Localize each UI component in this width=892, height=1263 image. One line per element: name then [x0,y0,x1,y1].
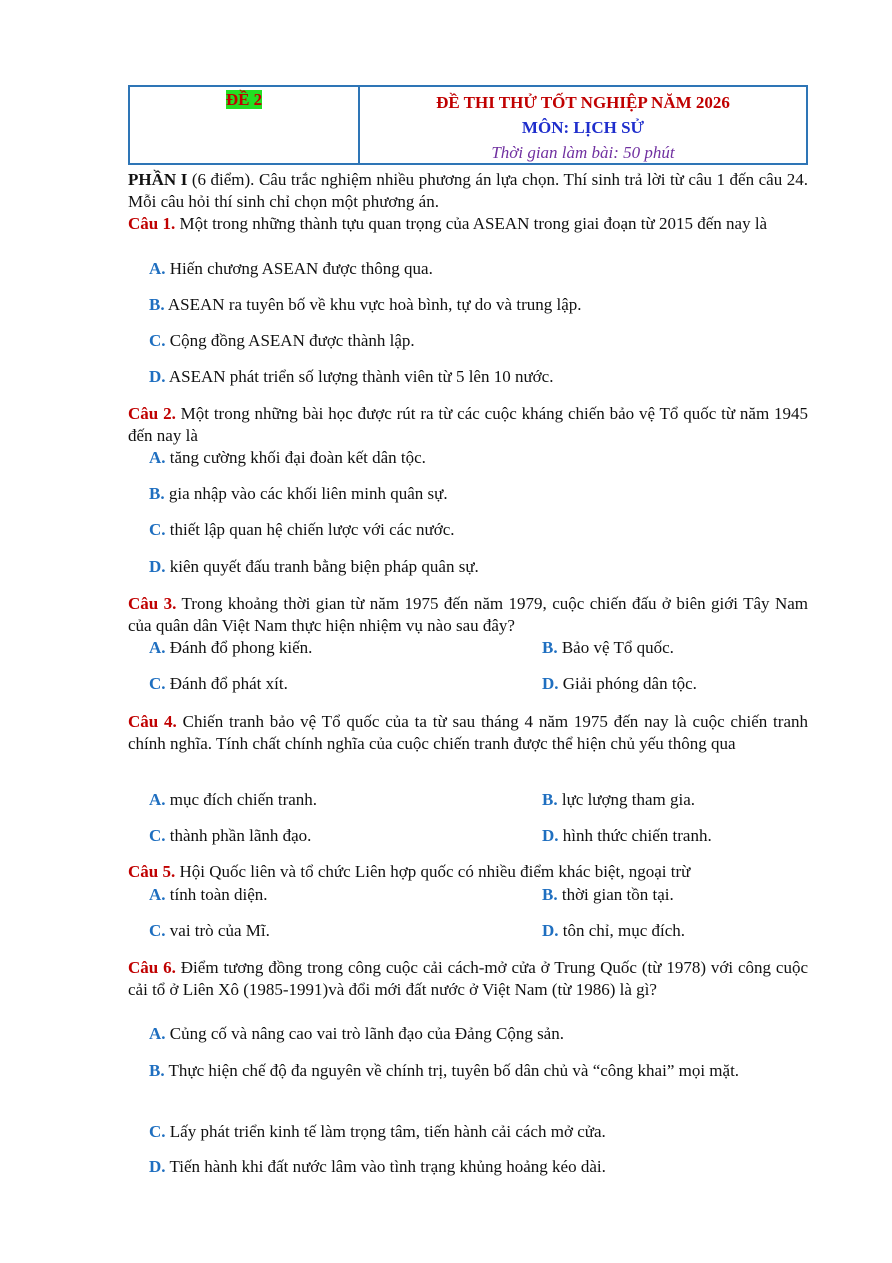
option-text: thiết lập quan hệ chiến lược với các nước. [165,520,455,539]
answer-option [542,673,697,695]
answer-option [149,1023,564,1045]
option-text: tôn chỉ, mục đích. [558,921,686,940]
exam-subject: MÔN: LỊCH SỬ [521,118,645,137]
answer-option [149,330,415,352]
option-letter: B. [149,484,165,503]
question-text: Trong khoảng thời gian từ năm 1975 đến năm 1979, cuộc chiến đấu ở biên giới Tây Nam của quân dân Việt Nam thực hiện nhiệm vụ nào sau đây? [128,594,808,635]
question-number: Câu 6. [128,958,176,977]
question-text: Một trong những thành tựu quan trọng của ASEAN trong giai đoạn từ 2015 đến nay là [175,214,768,233]
answer-option [149,519,455,541]
option-text: Đánh đổ phong kiến. [165,638,313,657]
exam-header-table [128,85,808,165]
option-text: lực lượng tham gia. [557,790,696,809]
option-text: Giải phóng dân tộc. [558,674,697,693]
option-letter: B. [542,885,558,904]
option-letter: B. [149,295,165,314]
option-text: ASEAN ra tuyên bố về khu vực hoà bình, tự do và trung lập. [164,295,582,314]
option-text: thời gian tồn tại. [557,885,674,904]
answer-option [149,884,268,906]
answer-option [149,1121,606,1143]
question-number: Câu 5. [128,862,176,881]
option-letter: A. [149,790,166,809]
question-number: Câu 2. [128,404,176,423]
option-letter: A. [149,885,166,904]
question-number: Câu 1. [128,214,176,233]
option-text: thành phần lãnh đạo. [165,826,312,845]
answer-option [149,825,311,847]
option-text: Hiến chương ASEAN được thông qua. [165,259,433,278]
option-letter: C. [149,331,166,350]
option-letter: A. [149,1024,166,1043]
option-text: ASEAN phát triển số lượng thành viên từ 5 lên 10 nước. [165,367,554,386]
option-letter: A. [149,448,166,467]
option-letter: D. [542,921,559,940]
answer-option [542,920,685,942]
question-number: Câu 3. [128,594,177,613]
option-letter: D. [149,1157,166,1176]
option-text: Đánh đổ phát xít. [165,674,288,693]
question-stem [128,213,808,235]
part-instructions [128,169,808,213]
answer-option [149,483,448,505]
option-letter: D. [149,557,166,576]
answer-option [542,884,674,906]
answer-option [542,637,674,659]
exam-code-label: ĐỀ 2 [225,90,263,109]
option-letter: D. [542,674,559,693]
question-stem [128,593,808,637]
option-letter: D. [149,367,166,386]
question-stem [128,957,808,1001]
question-stem [128,403,808,447]
answer-option [149,447,426,469]
option-letter: C. [149,1122,166,1141]
answer-option [149,1156,606,1178]
part-text: (6 điểm). Câu trắc nghiệm nhiều phương án lựa chọn. Thí sinh trả lời từ câu 1 đến câu 24. Mỗi câu hỏi thí sinh chỉ chọn một phương án. [128,170,808,211]
option-letter: B. [149,1061,165,1080]
option-text: Củng cố và nâng cao vai trò lãnh đạo của Đảng Cộng sản. [165,1024,564,1043]
exam-code-cell [130,87,360,163]
option-text: Bảo vệ Tổ quốc. [557,638,674,657]
question-stem [128,861,808,883]
option-text: gia nhập vào các khối liên minh quân sự. [164,484,448,503]
option-letter: B. [542,638,558,657]
exam-title: ĐỀ THI THỬ TỐT NGHIỆP NĂM 2026 [436,93,730,112]
option-text: vai trò của Mĩ. [165,921,270,940]
option-letter: A. [149,638,166,657]
question-text: Chiến tranh bảo vệ Tổ quốc của ta từ sau tháng 4 năm 1975 đến nay là cuộc chiến tranh chính nghĩa. Tính chất chính nghĩa của cuộc chiến tranh được thể hiện chủ yếu thông qua [128,712,808,753]
question-number: Câu 4. [128,712,177,731]
answer-option [149,258,433,280]
question-stem [128,711,808,755]
exam-duration: Thời gian làm bài: 50 phút [491,143,675,162]
question-text: Hội Quốc liên và tổ chức Liên hợp quốc có nhiều điểm khác biệt, ngoại trừ [175,862,691,881]
answer-option [149,789,317,811]
option-letter: D. [542,826,559,845]
part-label: PHẦN I [128,170,188,189]
answer-option [128,1060,808,1082]
exam-title-cell [360,87,806,163]
option-text: Thực hiện chế độ đa nguyên về chính trị, tuyên bố dân chủ và “công khai” mọi mặt. [164,1061,740,1080]
answer-option [149,637,312,659]
answer-option [542,789,695,811]
answer-option [149,920,270,942]
option-letter: C. [149,921,166,940]
answer-option [542,825,712,847]
option-text: Tiến hành khi đất nước lâm vào tình trạng khủng hoảng kéo dài. [165,1157,606,1176]
answer-option [149,294,582,316]
option-text: hình thức chiến tranh. [558,826,712,845]
option-text: Lấy phát triển kinh tế làm trọng tâm, tiến hành cải cách mở cửa. [165,1122,606,1141]
answer-option [149,556,479,578]
question-text: Điểm tương đồng trong công cuộc cải cách-mở cửa ở Trung Quốc (từ 1978) với công cuộc cải tổ ở Liên Xô (1985-1991)và đổi mới đất nước ở Việt Nam (từ 1986) là gì? [128,958,809,999]
option-letter: B. [542,790,558,809]
option-letter: C. [149,826,166,845]
option-text: mục đích chiến tranh. [165,790,318,809]
option-letter: A. [149,259,166,278]
answer-option [149,673,288,695]
option-text: tính toàn diện. [165,885,268,904]
question-text: Một trong những bài học được rút ra từ các cuộc kháng chiến bảo vệ Tổ quốc từ năm 1945 đến nay là [128,404,808,445]
option-text: Cộng đồng ASEAN được thành lập. [165,331,415,350]
option-text: kiên quyết đấu tranh bằng biện pháp quân sự. [165,557,479,576]
option-letter: C. [149,520,166,539]
option-text: tăng cường khối đại đoàn kết dân tộc. [165,448,426,467]
option-letter: C. [149,674,166,693]
answer-option [149,366,553,388]
